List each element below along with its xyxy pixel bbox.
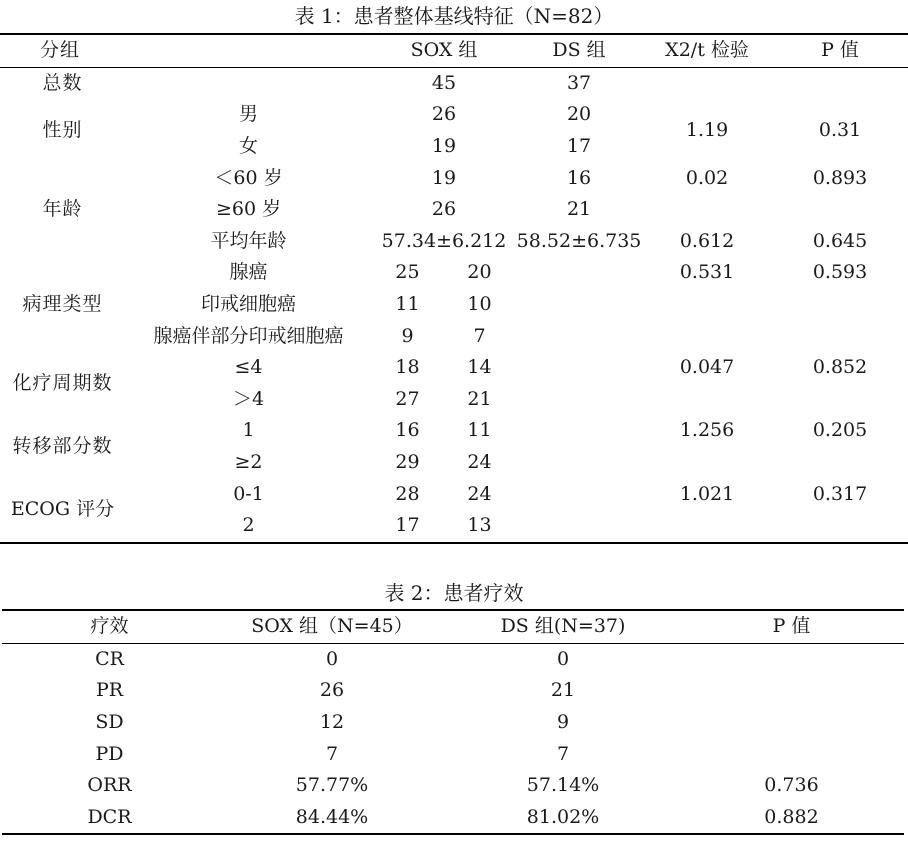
cell-ds: 21	[467, 387, 492, 410]
row-label: 性别	[42, 119, 83, 142]
table-row	[0, 257, 908, 289]
table-row	[0, 320, 908, 352]
cell-ds: 24	[467, 482, 492, 505]
sub-label: ＜60 岁	[214, 166, 283, 189]
table-row	[2, 675, 904, 707]
table-row	[0, 99, 908, 131]
cell-stat: 0.531	[679, 261, 735, 284]
table-row	[2, 738, 904, 770]
cell-ds: 9	[556, 711, 570, 734]
cell-p: 0.736	[764, 774, 819, 797]
cell-p	[679, 643, 904, 675]
row-label: 病理类型	[22, 293, 103, 316]
row-label: CR	[95, 647, 124, 670]
sub-label: 腺癌	[229, 261, 268, 284]
cell-ds: 20	[467, 261, 492, 284]
cell-sox: 27	[395, 387, 420, 410]
header-ds: DS 组	[516, 34, 642, 67]
table-row	[0, 352, 908, 384]
cell-p: 0.31	[818, 119, 862, 142]
cell-ds: 14	[467, 356, 492, 379]
table-row	[0, 510, 908, 543]
sub-label: 1	[242, 419, 255, 442]
cell-sox: 84.44%	[217, 802, 447, 835]
cell-ds: 17	[566, 135, 592, 158]
row-label: 转移部分数	[12, 435, 113, 458]
table-row	[0, 447, 908, 479]
row-label: 总数	[42, 71, 83, 94]
sub-label: 男	[239, 103, 259, 126]
cell-p: 0.645	[812, 229, 868, 252]
cell-ds: 16	[566, 166, 592, 189]
cell-p	[679, 707, 904, 739]
cell-sox: 26	[319, 679, 345, 702]
cell-sox: 0	[325, 647, 339, 670]
sub-label: ＞4	[232, 387, 265, 410]
row-label: ORR	[87, 774, 132, 797]
table-row	[0, 415, 908, 447]
row-label: SD	[95, 711, 124, 734]
cell-sox: 26	[431, 198, 457, 221]
cell-ds: 57.14%	[526, 774, 600, 797]
header-p: P 值	[679, 610, 904, 643]
cell-ds: 7	[473, 324, 486, 347]
table-row	[2, 707, 904, 739]
row-label: DCR	[2, 802, 217, 835]
table-row	[2, 643, 904, 675]
table-header-row	[2, 610, 904, 643]
header-sox: SOX 组	[372, 34, 516, 67]
table1-caption: 表 1：患者整体基线特征（N=82）	[294, 4, 614, 28]
sub-label: 0-1	[233, 482, 264, 505]
cell-ds: 24	[467, 451, 492, 474]
cell-stat: 0.047	[679, 356, 735, 379]
sub-label: ≤4	[234, 356, 263, 379]
table-row	[0, 67, 908, 99]
cell-sox: 11	[395, 293, 420, 316]
cell-sox: 45	[431, 71, 457, 94]
table-row	[2, 802, 904, 835]
cell-p: 0.205	[812, 419, 868, 442]
cell-p: 0.317	[812, 482, 868, 505]
cell-sox: 57.77%	[295, 774, 369, 797]
cell-sox: 19	[431, 135, 457, 158]
cell-p	[679, 675, 904, 707]
header-stat: X2/t 检验	[642, 34, 772, 67]
row-label: ECOG 评分	[0, 478, 125, 542]
cell-p: 0.882	[679, 802, 904, 835]
cell-ds: 7	[556, 742, 570, 765]
cell-sox: 25	[395, 261, 420, 284]
sub-label: 女	[239, 135, 259, 158]
cell-ds: 0	[556, 647, 570, 670]
cell-ds: 21	[566, 198, 592, 221]
table-row	[2, 770, 904, 802]
header-sox: SOX 组（N=45）	[217, 610, 447, 643]
cell-sox: 17	[372, 510, 443, 543]
row-label: PR	[95, 679, 124, 702]
cell-ds: 58.52±6.735	[516, 229, 642, 252]
cell-stat: 1.19	[685, 119, 729, 142]
sub-label: 印戒细胞癌	[201, 293, 297, 316]
cell-sox: 29	[395, 451, 420, 474]
table-row	[0, 162, 908, 194]
cell-stat: 0.612	[679, 229, 735, 252]
cell-p: 0.893	[812, 166, 868, 189]
efficacy-table	[2, 609, 904, 835]
cell-sox: 9	[401, 324, 414, 347]
table-row	[0, 289, 908, 321]
cell-sox: 28	[395, 482, 420, 505]
cell-ds: 20	[566, 103, 592, 126]
cell-sox: 18	[395, 356, 420, 379]
sub-label: 腺癌伴部分印戒细胞癌	[153, 324, 344, 347]
cell-ds: 13	[443, 510, 516, 543]
cell-p	[679, 738, 904, 770]
sub-label: 平均年龄	[210, 229, 287, 252]
header-ds: DS 组(N=37)	[447, 610, 679, 643]
cell-sox: 16	[395, 419, 420, 442]
cell-ds: 11	[467, 419, 492, 442]
baseline-table	[0, 33, 908, 544]
table2-caption: 表 2：患者疗效	[384, 581, 524, 605]
sub-label: ≥2	[234, 451, 263, 474]
row-label: PD	[95, 742, 124, 765]
table-header-row	[0, 34, 908, 67]
header-efficacy: 疗效	[2, 610, 217, 643]
header-group: 分组	[0, 34, 372, 67]
cell-sox: 26	[431, 103, 457, 126]
cell-stat: 1.256	[679, 419, 735, 442]
cell-sox: 57.34±6.212	[381, 229, 507, 252]
cell-p: 0.852	[812, 356, 868, 379]
header-p: P 值	[772, 34, 908, 67]
cell-sox: 12	[319, 711, 345, 734]
cell-ds: 10	[467, 293, 492, 316]
sub-label: 2	[125, 510, 372, 543]
row-label: 年龄	[42, 198, 83, 221]
cell-ds: 21	[550, 679, 576, 702]
cell-sox: 7	[325, 742, 339, 765]
sub-label: ≥60 岁	[215, 198, 282, 221]
table-row	[0, 226, 908, 258]
cell-sox: 19	[431, 166, 457, 189]
table-row	[0, 478, 908, 510]
table-row	[0, 384, 908, 416]
cell-stat: 1.021	[679, 482, 735, 505]
table-row	[0, 194, 908, 226]
cell-ds: 81.02%	[447, 802, 679, 835]
cell-p: 0.593	[812, 261, 868, 284]
cell-stat: 0.02	[685, 166, 729, 189]
row-label: 化疗周期数	[12, 372, 113, 395]
cell-ds: 37	[566, 71, 592, 94]
